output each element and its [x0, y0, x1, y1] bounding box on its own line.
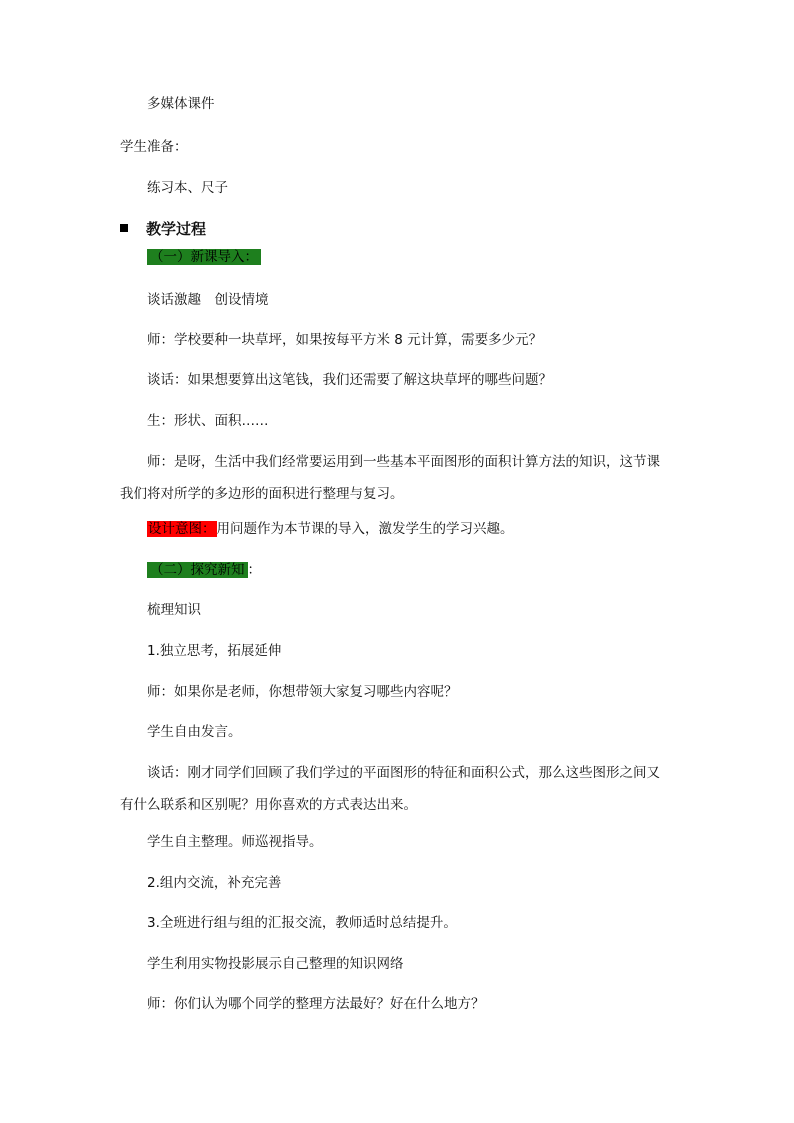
text-line: 谈话激趣 创设情境	[147, 292, 269, 308]
square-bullet-icon	[120, 224, 128, 232]
text-line: 2.组内交流，补充完善	[147, 875, 282, 891]
subsection-label	[147, 247, 261, 267]
text-line: 梳理知识	[147, 602, 201, 618]
text-line: 学生准备：	[120, 139, 188, 155]
intent-text: 用问题作为本节课的导入，激发学生的学习兴趣。	[216, 521, 514, 537]
paragraph-line: 师：是呀，生活中我们经常要运用到一些基本平面图形的面积计算方法的知识，这节课	[147, 454, 660, 470]
section-heading	[120, 219, 206, 239]
text-line: 1.独立思考，拓展延伸	[147, 643, 282, 659]
design-intent	[147, 519, 514, 539]
text-line: 学生自由发言。	[147, 724, 242, 740]
text-line: 师：学校要种一块草坪，如果按每平方米 8 元计算，需要多少元？	[147, 332, 543, 348]
paragraph	[120, 757, 680, 821]
text-line: 3.全班进行组与组的汇报交流，教师适时总结提升。	[147, 915, 457, 931]
text-line: 师：如果你是老师，你想带领大家复习哪些内容呢？	[147, 684, 458, 700]
heading-text: 教学过程	[146, 220, 207, 238]
highlighted-label: （一）新课导入：	[147, 249, 261, 265]
highlighted-label: （二）探究新知	[147, 562, 248, 578]
paragraph-line: 有什么联系和区别呢？用你喜欢的方式表达出来。	[120, 797, 417, 813]
text-line: 练习本、尺子	[147, 180, 228, 196]
text-line: 生：形状、面积……	[147, 413, 269, 429]
text-line: 谈话：如果想要算出这笔钱，我们还需要了解这块草坪的哪些问题？	[147, 372, 552, 388]
text-line: 多媒体课件	[147, 96, 215, 112]
highlighted-label: 设计意图：	[148, 521, 216, 537]
text-line: 学生自主整理。师巡视指导。	[147, 834, 323, 850]
subsection-label	[147, 560, 261, 580]
text-line: 师：你们认为哪个同学的整理方法最好？好在什么地方？	[147, 996, 485, 1012]
paragraph-line: 谈话：刚才同学们回顾了我们学过的平面图形的特征和面积公式，那么这些图形之间又	[147, 765, 660, 781]
text-line: 学生利用实物投影展示自己整理的知识网络	[147, 956, 404, 972]
label-colon: ：	[247, 562, 261, 578]
paragraph-line: 我们将对所学的多边形的面积进行整理与复习。	[120, 486, 404, 502]
paragraph	[120, 446, 680, 510]
